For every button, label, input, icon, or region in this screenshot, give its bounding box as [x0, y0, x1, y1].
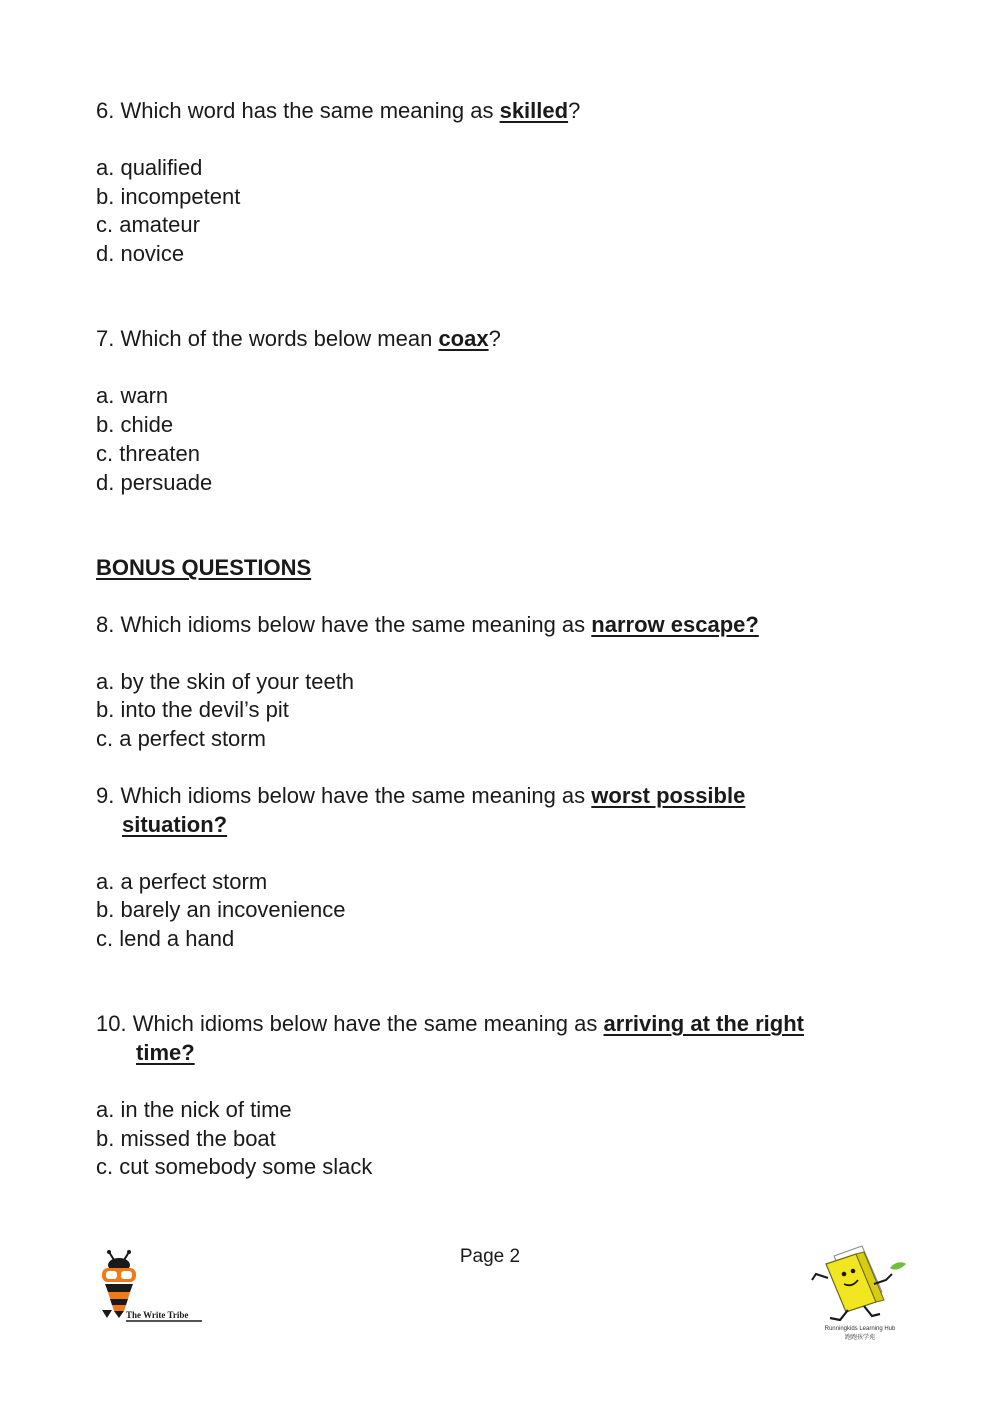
question-8: 8. Which idioms below have the same meaning as narrow escape?	[96, 612, 759, 637]
q6-option-d: d. novice	[96, 241, 185, 266]
runningkids-logo-chinese: 跑跑孩学苑	[844, 1334, 876, 1341]
keyword-time: time?	[136, 1040, 195, 1065]
write-tribe-logo-text: The Write Tribe	[126, 1310, 189, 1320]
q6-option-c: c. amateur	[96, 212, 200, 237]
q10-option-b: b. missed the boat	[96, 1126, 276, 1151]
question-10: 10. Which idioms below have the same meaning as arriving at the right	[96, 1011, 805, 1036]
page-number: Page 2	[459, 1246, 521, 1267]
q9-option-b: b. barely an incovenience	[96, 897, 346, 922]
q8-option-b: b. into the devil’s pit	[96, 697, 289, 722]
q7-option-c: c. threaten	[96, 441, 200, 466]
q9-option-c: c. lend a hand	[96, 926, 235, 951]
q8-option-c: c. a perfect storm	[96, 726, 266, 751]
q6-option-a: a. qualified	[96, 155, 203, 180]
keyword-narrow-escape: narrow escape?	[591, 612, 759, 637]
question-7: 7. Which of the words below mean coax?	[96, 326, 501, 351]
q7-option-d: d. persuade	[96, 470, 213, 495]
q8-option-a: a. by the skin of your teeth	[96, 669, 355, 694]
q10-option-a: a. in the nick of time	[96, 1097, 292, 1122]
keyword-arriving-at-the-right: arriving at the right	[603, 1011, 805, 1036]
runningkids-book-logo	[808, 1244, 912, 1344]
bonus-heading: BONUS QUESTIONS	[96, 555, 312, 580]
q6-option-b: b. incompetent	[96, 184, 241, 209]
write-tribe-bee-logo	[96, 1250, 208, 1330]
question-9: 9. Which idioms below have the same meaning as worst possible	[96, 783, 746, 808]
keyword-worst-possible: worst possible	[591, 783, 746, 808]
q9-option-a: a. a perfect storm	[96, 869, 268, 894]
keyword-skilled: skilled	[499, 98, 569, 123]
q10-option-c: c. cut somebody some slack	[96, 1154, 373, 1179]
question-6: 6. Which word has the same meaning as skilled?	[96, 98, 581, 123]
keyword-coax: coax	[438, 326, 489, 351]
q7-option-a: a. warn	[96, 383, 169, 408]
keyword-situation: situation?	[122, 812, 228, 837]
runningkids-logo-text: Runningkids Learning Hub	[824, 1326, 896, 1332]
q7-option-b: b. chide	[96, 412, 174, 437]
